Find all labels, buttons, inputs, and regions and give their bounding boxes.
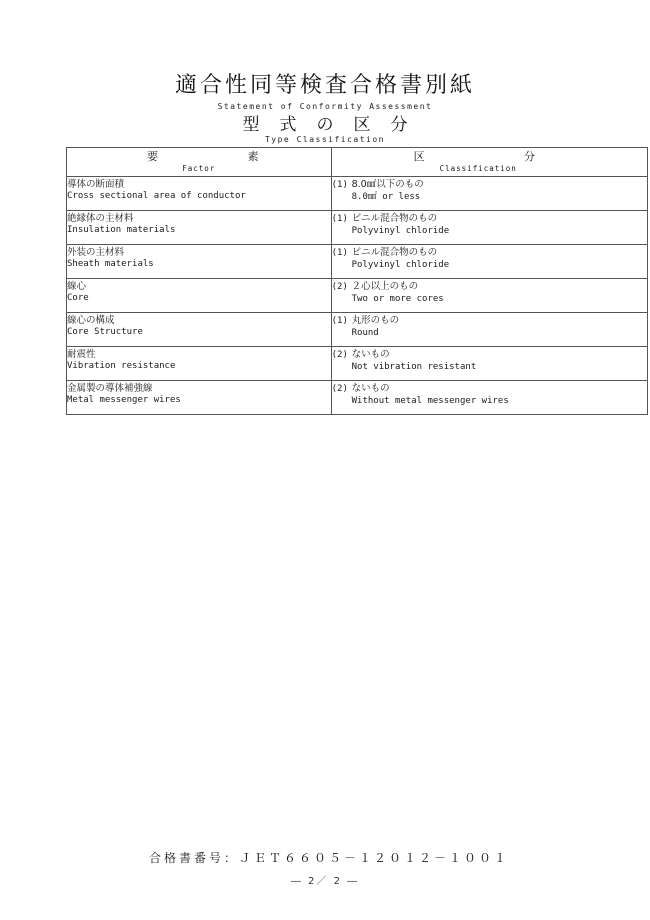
- factor-column-header: [67, 148, 332, 177]
- table-row: [67, 177, 648, 211]
- factor-header-en: Factor: [182, 164, 216, 173]
- section-heading-jp: 型式の区分: [242, 115, 428, 135]
- certificate-number: 合格書番号：ＪＥＴ６６０５－１２０１２－１００１: [148, 851, 509, 865]
- factor-header-jp-2: 素: [247, 150, 259, 163]
- factor-jp: 線心: [67, 281, 87, 292]
- table-row: [67, 381, 648, 415]
- classification-cell: [331, 211, 647, 245]
- classification-header-en: Classification: [439, 164, 517, 173]
- section-heading-en: Type Classification: [264, 135, 385, 144]
- table-row: [67, 211, 648, 245]
- factor-cell: [67, 177, 332, 211]
- factor-cell: [67, 279, 332, 313]
- classification-cell: [331, 313, 647, 347]
- classification-en: 8.0㎟ or less: [351, 191, 421, 202]
- factor-jp: 導体の断面積: [67, 179, 125, 190]
- factor-jp: 金属製の導体補強線: [67, 383, 153, 394]
- factor-jp: 外装の主材料: [67, 247, 125, 258]
- factor-jp: 耐震性: [67, 349, 96, 360]
- classification-header-jp-1: 区: [413, 150, 425, 163]
- classification-en: Polyvinyl chloride: [351, 259, 450, 270]
- classification-cell: [331, 347, 647, 381]
- table-header-row: [67, 148, 648, 177]
- factor-en: Insulation materials: [67, 224, 176, 235]
- factor-en: Core Structure: [67, 326, 143, 337]
- classification-jp: ビニル混合物のもの: [351, 247, 438, 258]
- classification-en: Two or more cores: [351, 293, 444, 304]
- factor-en: Cross sectional area of conductor: [67, 190, 246, 201]
- classification-column-header: [331, 148, 647, 177]
- classification-en: Round: [351, 327, 379, 338]
- table-row: [67, 313, 648, 347]
- classification-cell: [331, 177, 647, 211]
- classification-cell: [331, 245, 647, 279]
- classification-number: (1): [331, 248, 348, 258]
- table-row: [67, 279, 648, 313]
- factor-cell: [67, 347, 332, 381]
- factor-jp: 線心の構成: [67, 315, 115, 326]
- classification-jp: ビニル混合物のもの: [351, 213, 438, 224]
- classification-cell: [331, 279, 647, 313]
- factor-cell: [67, 313, 332, 347]
- factor-cell: [67, 245, 332, 279]
- classification-en: Without metal messenger wires: [351, 395, 509, 406]
- classification-jp: ２心以上のもの: [351, 281, 419, 292]
- classification-number: (2): [331, 384, 348, 394]
- factor-cell: [67, 381, 332, 415]
- page-number: ― 2／ 2 ―: [290, 876, 360, 887]
- factor-header-jp-1: 要: [147, 150, 158, 163]
- document-title: 適合性同等検査合格書別紙: [174, 73, 475, 98]
- classification-en: Not vibration resistant: [351, 361, 477, 372]
- classification-number: (1): [331, 214, 348, 224]
- factor-en: Sheath materials: [67, 258, 154, 269]
- classification-jp: ないもの: [351, 349, 390, 360]
- factor-cell: [67, 211, 332, 245]
- classification-number: (1): [331, 316, 348, 326]
- factor-en: Core: [67, 292, 89, 303]
- document-subtitle-en: Statement of Conformity Assessment: [217, 102, 433, 111]
- table-row: [67, 347, 648, 381]
- classification-jp: 8.0㎟以下のもの: [351, 179, 424, 190]
- factor-jp: 絶縁体の主材料: [67, 213, 134, 224]
- table-row: [67, 245, 648, 279]
- factor-en: Vibration resistance: [67, 360, 176, 371]
- classification-jp: 丸形のもの: [351, 315, 400, 326]
- classification-number: (2): [331, 350, 348, 360]
- factor-en: Metal messenger wires: [67, 394, 181, 405]
- classification-header-jp-2: 分: [524, 150, 535, 163]
- classification-number: (1): [331, 180, 348, 190]
- classification-en: Polyvinyl chloride: [351, 225, 450, 236]
- classification-number: (2): [331, 282, 348, 292]
- type-classification-table: [66, 147, 648, 415]
- classification-jp: ないもの: [351, 383, 390, 394]
- classification-cell: [331, 381, 647, 415]
